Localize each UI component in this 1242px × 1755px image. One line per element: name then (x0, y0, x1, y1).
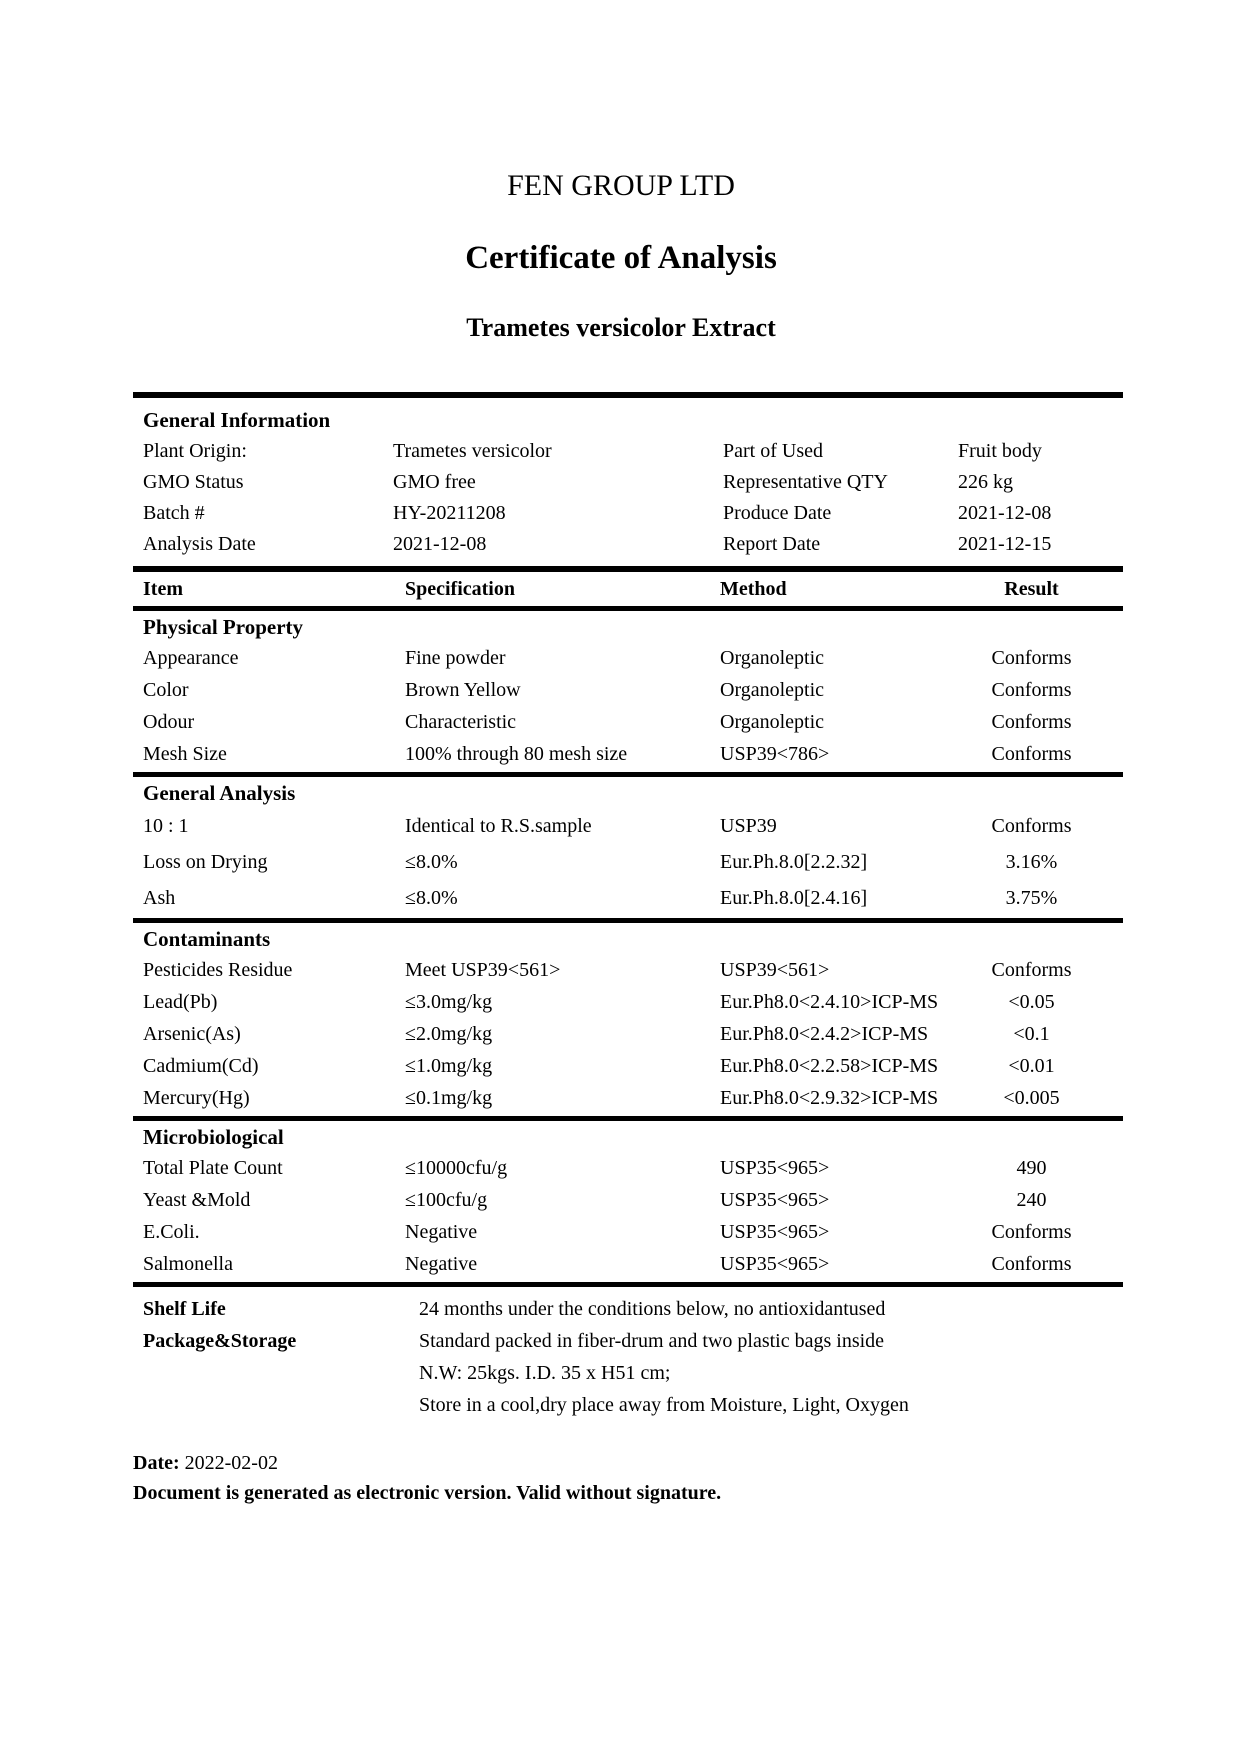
method-cell: USP35<965> (720, 1221, 830, 1243)
table-row (133, 1216, 1123, 1248)
storage-row (133, 1325, 1123, 1357)
column-header-method: Method (720, 578, 787, 600)
info-label: Produce Date (723, 502, 832, 524)
method-cell: Eur.Ph.8.0[2.4.16] (720, 887, 868, 909)
storage-label: Package&Storage (143, 1330, 297, 1352)
document-header (0, 168, 1242, 344)
specification-cell: 100% through 80 mesh size (405, 743, 628, 765)
item-cell: Appearance (143, 647, 239, 669)
table-header-row (133, 572, 1123, 606)
specification-cell: Characteristic (405, 711, 517, 733)
result-cell: 3.75% (1005, 887, 1058, 909)
method-cell: USP35<965> (720, 1253, 830, 1275)
storage-value: Standard packed in fiber-drum and two plastic bags inside (419, 1330, 885, 1352)
specification-cell: Fine powder (405, 647, 506, 669)
section-title: General Analysis (143, 781, 296, 805)
table-row (133, 808, 1123, 844)
storage-label: Shelf Life (143, 1298, 226, 1320)
item-cell: 10 : 1 (143, 815, 189, 837)
method-cell: Eur.Ph.8.0[2.2.32] (720, 851, 868, 873)
info-value: 226 kg (958, 471, 1013, 493)
storage-row (133, 1293, 1123, 1325)
table-row (133, 1184, 1123, 1216)
item-cell: Arsenic(As) (143, 1023, 241, 1045)
general-analysis-section (133, 777, 1123, 918)
info-value: 2021-12-08 (958, 502, 1052, 524)
item-cell: Mesh Size (143, 743, 227, 765)
storage-label (143, 1389, 415, 1421)
info-value: 2021-12-08 (393, 533, 487, 555)
info-value: 2021-12-15 (958, 533, 1052, 555)
section-title: Contaminants (143, 927, 271, 951)
method-cell: USP35<965> (720, 1189, 830, 1211)
info-label: Batch # (143, 502, 205, 524)
general-information-section (133, 398, 1123, 566)
info-label: GMO Status (143, 471, 244, 493)
storage-value: N.W: 25kgs. I.D. 35 x H51 cm; (419, 1362, 671, 1384)
item-cell: Ash (143, 887, 176, 909)
storage-value: Store in a cool,dry place away from Moisture, Light, Oxygen (419, 1394, 909, 1416)
result-cell: <0.1 (1013, 1023, 1050, 1045)
item-cell: Salmonella (143, 1253, 233, 1275)
item-cell: Total Plate Count (143, 1157, 283, 1179)
item-cell: Yeast &Mold (143, 1189, 251, 1211)
info-row (133, 467, 1123, 498)
item-cell: Mercury(Hg) (143, 1087, 250, 1109)
result-cell: Conforms (991, 1221, 1072, 1243)
info-value: GMO free (393, 471, 476, 493)
table-row (133, 954, 1123, 986)
specification-cell: ≤8.0% (405, 887, 458, 909)
item-cell: Odour (143, 711, 195, 733)
info-label: Part of Used (723, 440, 823, 462)
specification-cell: Brown Yellow (405, 679, 521, 701)
table-row (133, 706, 1123, 738)
company-name: FEN GROUP LTD (507, 169, 735, 202)
date-line (133, 1448, 721, 1478)
info-row (133, 436, 1123, 467)
specification-cell: Meet USP39<561> (405, 959, 561, 981)
info-value: Trametes versicolor (393, 440, 552, 462)
specification-cell: ≤100cfu/g (405, 1189, 488, 1211)
table-row (133, 1152, 1123, 1184)
physical-property-section (133, 611, 1123, 772)
info-row (133, 529, 1123, 560)
document-footer (133, 1448, 721, 1508)
table-row (133, 738, 1123, 770)
result-cell: 490 (1016, 1157, 1047, 1179)
method-cell: Organoleptic (720, 647, 825, 669)
specification-cell: ≤1.0mg/kg (405, 1055, 493, 1077)
storage-row (133, 1389, 1123, 1421)
result-cell: Conforms (991, 679, 1072, 701)
coa-table (133, 392, 1123, 1421)
result-cell: 3.16% (1005, 851, 1058, 873)
result-cell: Conforms (991, 647, 1072, 669)
result-cell: Conforms (991, 815, 1072, 837)
column-header-item: Item (143, 578, 183, 600)
specification-cell: ≤10000cfu/g (405, 1157, 508, 1179)
method-cell: Eur.Ph8.0<2.2.58>ICP-MS (720, 1055, 939, 1077)
specification-cell: Identical to R.S.sample (405, 815, 592, 837)
date-value: 2022-02-02 (184, 1452, 278, 1474)
method-cell: USP39<561> (720, 959, 830, 981)
info-value: Fruit body (958, 440, 1042, 462)
table-row (133, 1082, 1123, 1114)
column-header-specification: Specification (405, 578, 515, 600)
storage-label (143, 1357, 415, 1389)
specification-cell: ≤0.1mg/kg (405, 1087, 493, 1109)
table-row (133, 1248, 1123, 1280)
item-cell: Color (143, 679, 189, 701)
info-label: Report Date (723, 533, 821, 555)
method-cell: USP35<965> (720, 1157, 830, 1179)
result-cell: <0.01 (1008, 1055, 1055, 1077)
method-cell: Organoleptic (720, 711, 825, 733)
result-cell: Conforms (991, 743, 1072, 765)
table-row (133, 986, 1123, 1018)
info-row (133, 498, 1123, 529)
method-cell: Eur.Ph8.0<2.4.10>ICP-MS (720, 991, 939, 1013)
item-cell: Loss on Drying (143, 851, 268, 873)
info-value: HY-20211208 (393, 502, 506, 524)
electronic-version-note: Document is generated as electronic version. Valid without signature. (133, 1482, 722, 1504)
method-cell: Eur.Ph8.0<2.4.2>ICP-MS (720, 1023, 929, 1045)
storage-row (133, 1357, 1123, 1389)
result-cell: 240 (1016, 1189, 1047, 1211)
date-label: Date: (133, 1452, 180, 1474)
result-cell: <0.005 (1003, 1087, 1060, 1109)
method-cell: USP39<786> (720, 743, 830, 765)
table-row (133, 1018, 1123, 1050)
storage-value: 24 months under the conditions below, no antioxidantused (419, 1298, 886, 1320)
specification-cell: ≤8.0% (405, 851, 458, 873)
storage-section (133, 1287, 1123, 1421)
table-row (133, 880, 1123, 916)
column-header-result: Result (1004, 578, 1059, 600)
method-cell: USP39 (720, 815, 777, 837)
section-title: Microbiological (143, 1125, 284, 1149)
specification-cell: ≤2.0mg/kg (405, 1023, 493, 1045)
info-label: Plant Origin: (143, 440, 247, 462)
section-title: Physical Property (143, 615, 304, 639)
result-cell: Conforms (991, 1253, 1072, 1275)
table-row (133, 844, 1123, 880)
info-label: Representative QTY (723, 471, 888, 493)
contaminants-section (133, 923, 1123, 1116)
table-row (133, 674, 1123, 706)
product-name: Trametes versicolor Extract (466, 313, 776, 342)
result-cell: <0.05 (1008, 991, 1055, 1013)
result-cell: Conforms (991, 959, 1072, 981)
method-cell: Organoleptic (720, 679, 825, 701)
table-row (133, 1050, 1123, 1082)
method-cell: Eur.Ph8.0<2.9.32>ICP-MS (720, 1087, 939, 1109)
item-cell: E.Coli. (143, 1221, 200, 1243)
microbiological-section (133, 1121, 1123, 1282)
item-cell: Lead(Pb) (143, 991, 218, 1013)
item-cell: Pesticides Residue (143, 959, 293, 981)
specification-cell: Negative (405, 1221, 478, 1243)
table-row (133, 642, 1123, 674)
specification-cell: ≤3.0mg/kg (405, 991, 493, 1013)
certificate-title: Certificate of Analysis (465, 240, 777, 276)
result-cell: Conforms (991, 711, 1072, 733)
specification-cell: Negative (405, 1253, 478, 1275)
info-label: Analysis Date (143, 533, 256, 555)
general-information-heading: General Information (143, 408, 331, 432)
item-cell: Cadmium(Cd) (143, 1055, 259, 1077)
